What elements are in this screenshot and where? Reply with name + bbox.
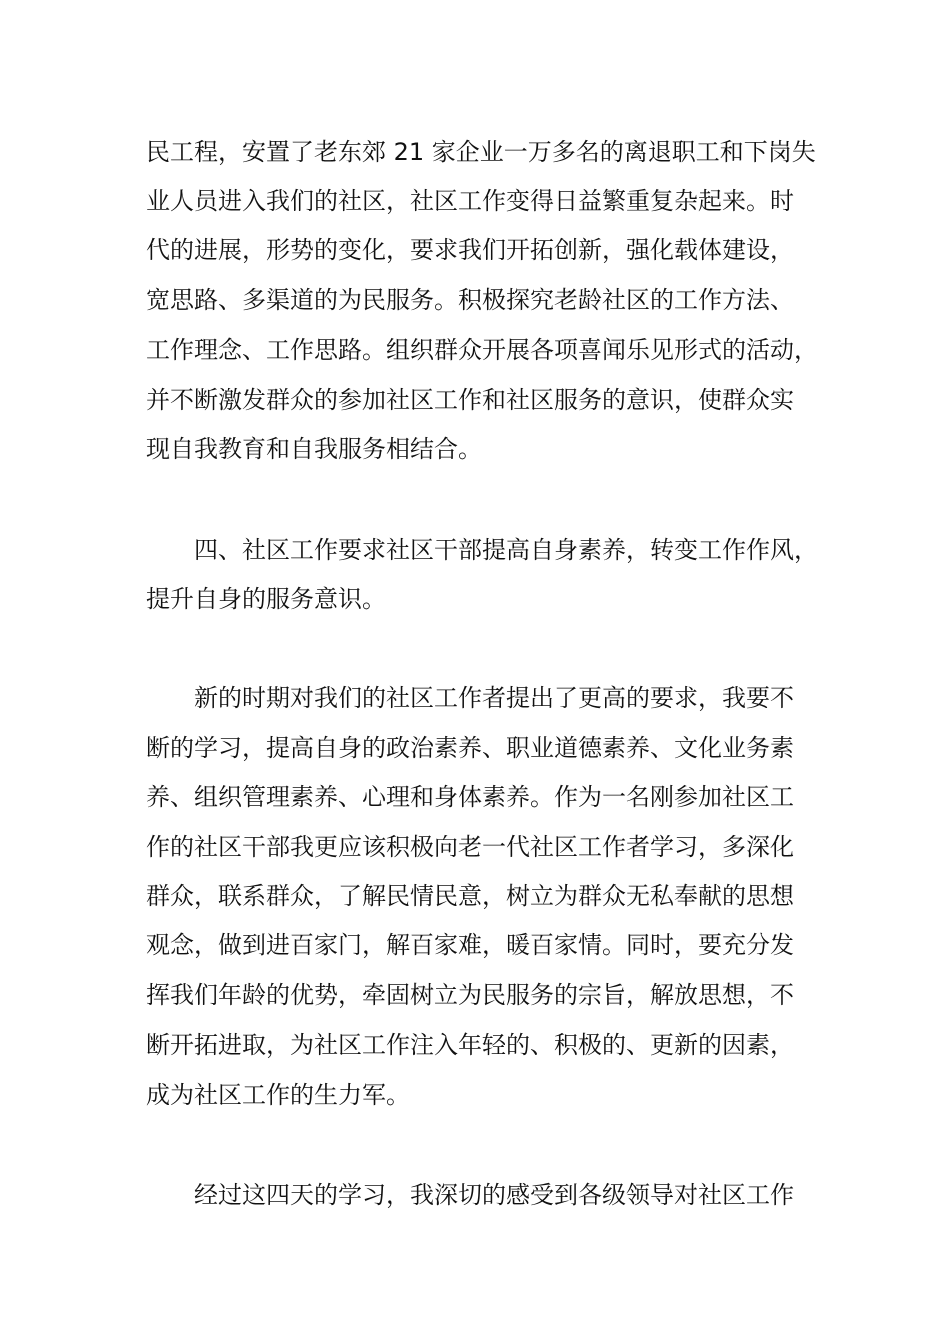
text-line: 养、组织管理素养、心理和身体素养。作为一名刚参加社区工 xyxy=(146,783,794,811)
text-line: 断的学习，提高自身的政治素养、职业道德素养、文化业务素 xyxy=(146,734,794,762)
text-line: 经过这四天的学习，我深切的感受到各级领导对社区工作 xyxy=(194,1181,794,1209)
text-line: 现自我教育和自我服务相结合。 xyxy=(146,435,482,463)
section-heading-line: 四、社区工作要求社区干部提高自身素养，转变工作作风， xyxy=(194,536,818,564)
text-line: 成为社区工作的生力军。 xyxy=(146,1081,410,1109)
text-line: 业人员进入我们的社区，社区工作变得日益繁重复杂起来。时 xyxy=(146,187,794,215)
text-line: 民工程，安置了老东郊 21 家企业一万多名的离退职工和下岗失 xyxy=(146,138,816,166)
text-line: 代的进展，形势的变化，要求我们开拓创新，强化载体建设， xyxy=(146,236,794,264)
text-line: 宽思路、多渠道的为民服务。积极探究老龄社区的工作方法、 xyxy=(146,286,794,314)
text-line: 群众，联系群众，了解民情民意，树立为群众无私奉献的思想 xyxy=(146,882,794,910)
text-line: 工作理念、工作思路。组织群众开展各项喜闻乐见形式的活动， xyxy=(146,336,818,364)
text-line: 作的社区干部我更应该积极向老一代社区工作者学习，多深化 xyxy=(146,833,794,861)
text-line: 断开拓进取，为社区工作注入年轻的、积极的、更新的因素， xyxy=(146,1031,794,1059)
text-line: 并不断激发群众的参加社区工作和社区服务的意识，使群众实 xyxy=(146,386,794,414)
text-line: 观念，做到进百家门，解百家难，暖百家情。同时，要充分发 xyxy=(146,931,794,959)
text-line: 新的时期对我们的社区工作者提出了更高的要求，我要不 xyxy=(194,684,794,712)
section-heading-line: 提升自身的服务意识。 xyxy=(146,585,386,613)
text-line: 挥我们年龄的优势，牵固树立为民服务的宗旨，解放思想，不 xyxy=(146,981,794,1009)
